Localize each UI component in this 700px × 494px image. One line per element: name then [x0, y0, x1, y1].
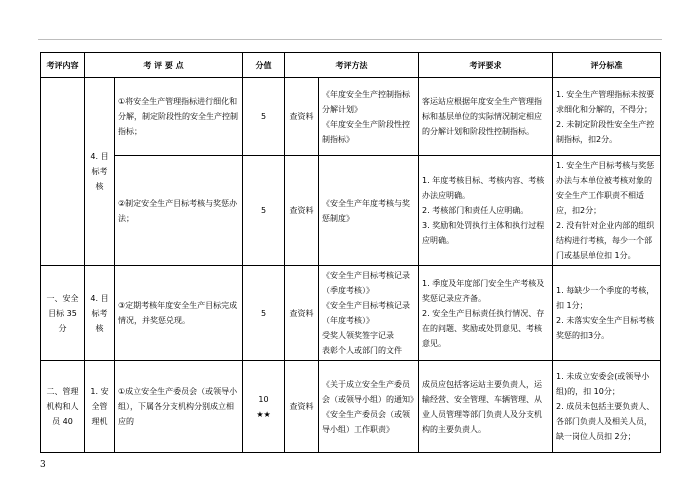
requirement-line: 客运站应根据年度安全生产管理指标和基层单位的实际情况制定相应的分解计划和阶段性控制指标。: [422, 97, 543, 136]
method-cell: 查资料: [285, 156, 319, 266]
criteria-line: 2. 未制定阶段性安全生产控制指标，扣2分。: [556, 119, 655, 144]
header-score: 分值: [243, 53, 285, 78]
point-cell: ①将安全生产管理指标进行细化和分解，制定阶段性的安全生产控制指标；: [115, 78, 243, 156]
requirement-cell: [419, 266, 553, 361]
criteria-line: 1. 安全生产管理指标未按要求细化和分解的，不得分；: [556, 89, 655, 114]
header-requirement: 考评要求: [419, 53, 553, 78]
doc-line: 受奖人领奖签字记录: [322, 331, 395, 340]
header-content: 考评内容: [41, 53, 85, 78]
criteria-cell: [553, 266, 661, 361]
docs-cell: [319, 78, 419, 156]
requirement-line: 2. 安全生产目标责任执行情况、存在的问题、奖励或处罚意见、考核意见。: [422, 308, 545, 348]
criteria-line: 2. 成员未包括主要负责人、各部门负责人及相关人员，缺一岗位人员扣 2分；: [556, 402, 655, 441]
score-value: 10: [258, 394, 269, 404]
docs-cell: [319, 266, 419, 361]
subitem-cell: 4. 目标考核: [85, 78, 115, 266]
requirement-cell: [419, 78, 553, 156]
category-cell: 二、管理机构和人员 40: [41, 361, 85, 453]
docs-cell: [319, 361, 419, 453]
subitem-cell: 4. 目标考核: [85, 266, 115, 361]
evaluation-table: [40, 52, 661, 453]
header-method: 考评方法: [285, 53, 419, 78]
doc-line: 《安全生产委员会（或领导小组）工作职责》: [322, 409, 411, 434]
docs-cell: [319, 156, 419, 266]
doc-line: 《安全生产年度考核与奖惩制度》: [322, 198, 411, 223]
header-points: 考 评 要 点: [85, 53, 243, 78]
doc-line: 《关于成立安全生产委员会（或领导小组）的通知》: [322, 379, 419, 404]
criteria-line: 1. 安全生产目标考核与奖惩办法与本单位被考核对象的安全生产工作职责不相适应，扣2分；: [556, 161, 655, 215]
score-cell: 5: [243, 266, 285, 361]
requirement-line: 1. 年度考核目标、考核内容、考核办法应明确。: [422, 176, 545, 200]
requirement-line: 3. 奖励和处罚执行主体和执行过程应明确。: [422, 221, 545, 245]
method-cell: 查资料: [285, 78, 319, 156]
criteria-line: 2. 未落实安全生产目标考核奖惩的扣3分。: [556, 316, 655, 340]
doc-line: 表彰个人或部门的文件: [322, 346, 403, 355]
doc-line: 《安全生产目标考核记录（年度考核）》: [322, 301, 411, 325]
header-rule: [38, 39, 662, 40]
requirement-line: 1. 季度及年度部门安全生产考核及奖惩记录应齐备。: [422, 278, 545, 303]
table-row: [41, 361, 661, 453]
requirement-line: 2. 考核部门和责任人应明确。: [422, 206, 529, 215]
criteria-cell: [553, 78, 661, 156]
criteria-line: 1. 未成立安委会(或领导小组)的，扣 10分；: [556, 372, 650, 396]
method-cell: 查资料: [285, 361, 319, 453]
page-number: 3: [40, 460, 46, 470]
category-cell: 一、安全目标 35 分: [41, 266, 85, 361]
method-cell: 查资料: [285, 266, 319, 361]
table-header-row: [41, 53, 661, 78]
point-cell: ①成立安全生产委员会（或领导小组），下属各分支机构分别成立相应的: [115, 361, 243, 453]
doc-line: 《年度安全生产阶段性控制指标》: [322, 119, 411, 144]
table-row: [41, 78, 661, 156]
table-row: [41, 156, 661, 266]
criteria-cell: [553, 156, 661, 266]
star-marks: ★★: [256, 409, 271, 419]
header-criteria: 评分标准: [553, 53, 661, 78]
score-cell: 5: [243, 78, 285, 156]
criteria-cell: [553, 361, 661, 453]
requirement-cell: [419, 156, 553, 266]
score-cell: [243, 361, 285, 453]
requirement-line: 成员应包括客运站主要负责人，运输经营、安全管理、车辆管理、从业人员管理等部门负责人及分支机构的主要负责人。: [422, 379, 543, 434]
doc-line: 《安全生产目标考核记录（季度考核）》: [322, 271, 411, 295]
score-cell: 5: [243, 156, 285, 266]
requirement-cell: [419, 361, 553, 453]
table-row: [41, 266, 661, 361]
subitem-cell: 1. 安全管理机: [85, 361, 115, 453]
criteria-line: 1. 每缺少一个季度的考核，扣 1分；: [556, 286, 655, 310]
criteria-line: 2. 没有针对企业内部的组织结构进行考核，每少一个部门或基层单位扣 1分。: [556, 221, 655, 260]
doc-line: 《年度安全生产控制指标分解计划》: [322, 89, 411, 114]
category-cell-empty: [41, 78, 85, 266]
point-cell: ③定期考核年度安全生产目标完成情况，并奖惩兑现。: [115, 266, 243, 361]
point-cell: ②制定安全生产目标考核与奖惩办法；: [115, 156, 243, 266]
